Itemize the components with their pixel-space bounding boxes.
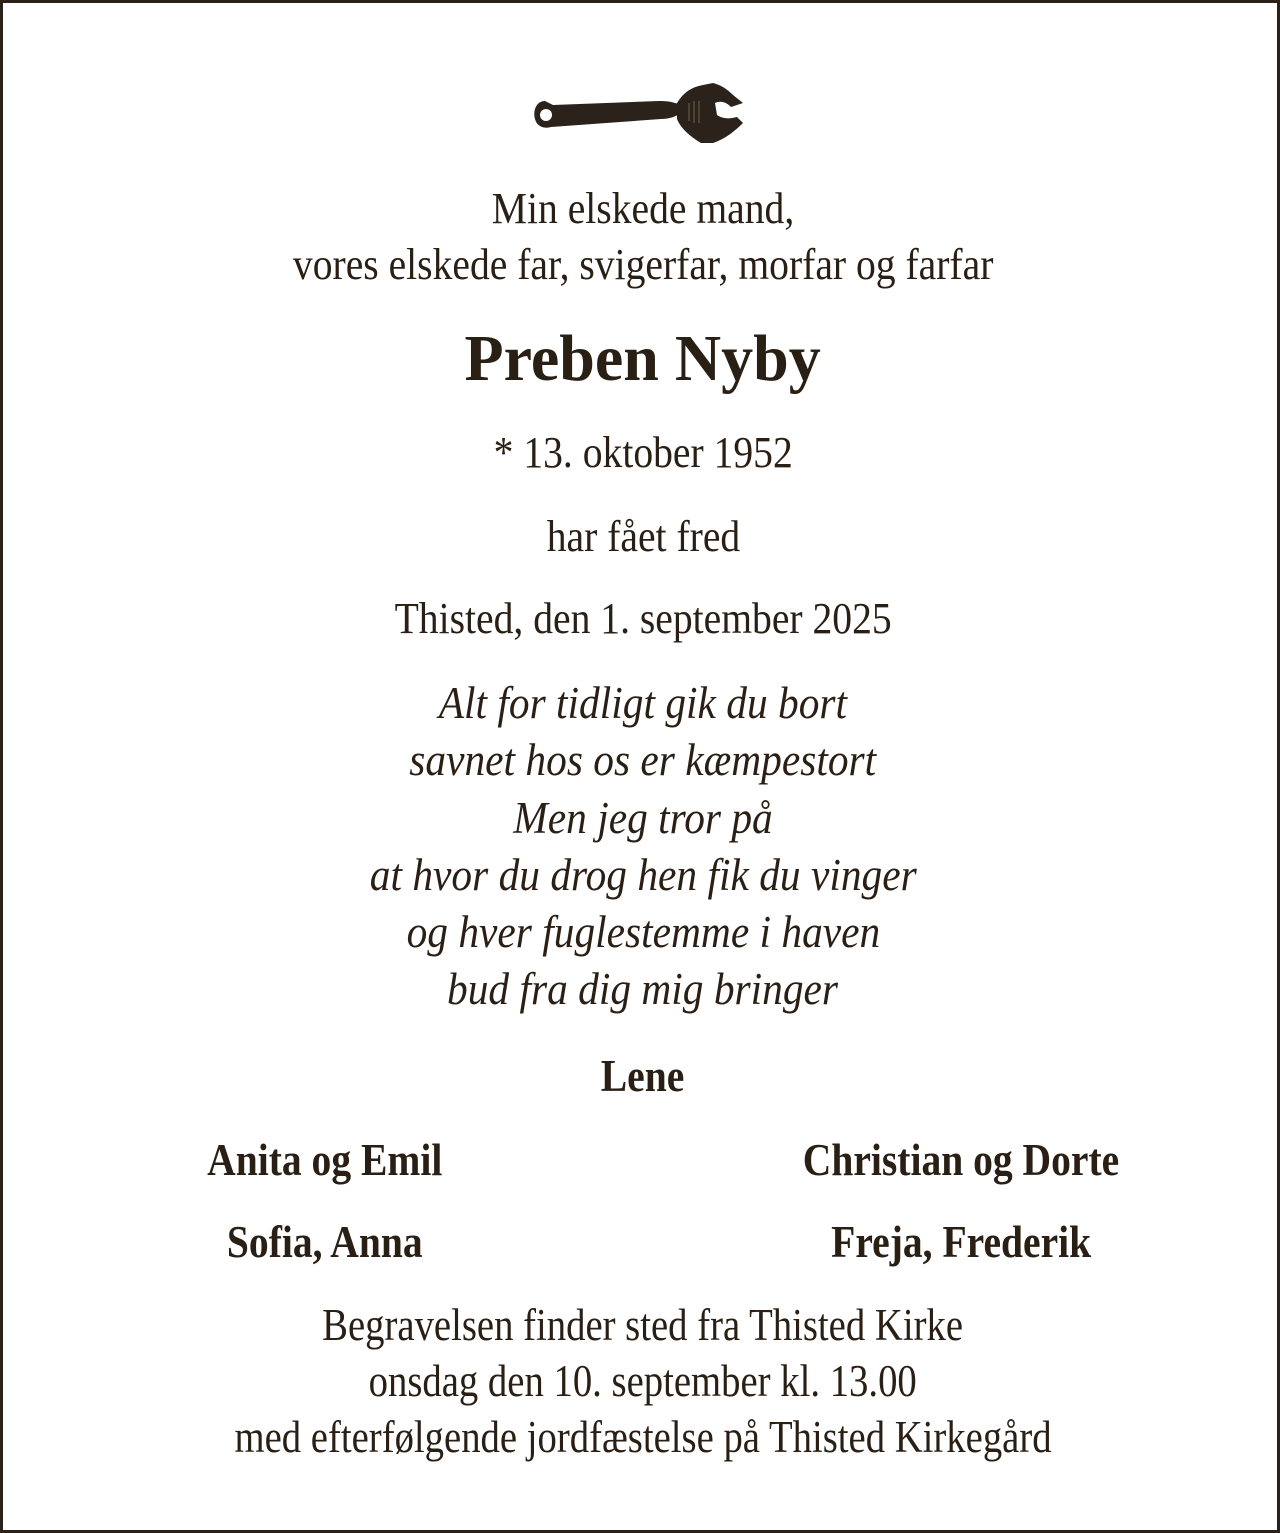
- children-left: Anita og Emil: [207, 1134, 443, 1185]
- grandchildren-right: Freja, Frederik: [831, 1216, 1091, 1267]
- place-date: Thisted, den 1. september 2025: [394, 594, 892, 643]
- funeral-line-2: onsdag den 10. september kl. 13.00: [368, 1356, 918, 1406]
- funeral-line-3: med efterfølgende jordfæstelse på Thisted Kirkegård: [234, 1412, 1052, 1462]
- verse-line-2: savnet hos os er kæmpestort: [409, 735, 877, 785]
- wrench-icon: [531, 79, 747, 149]
- intro-line-2: vores elskede far, svigerfar, morfar og farfar: [292, 240, 994, 289]
- status-text: har fået fred: [546, 512, 740, 561]
- birth-date: * 13. oktober 1952: [493, 428, 793, 477]
- grandchildren-left: Sofia, Anna: [227, 1216, 423, 1267]
- verse-line-3: Men jeg tror på: [513, 793, 773, 843]
- verse-line-6: bud fra dig mig bringer: [447, 964, 839, 1014]
- spouse-name: Lene: [601, 1050, 685, 1101]
- verse-line-5: og hver fuglestemme i haven: [406, 907, 880, 957]
- verse-line-4: at hvor du drog hen fik du vinger: [369, 850, 917, 900]
- intro-line-1: Min elskede mand,: [491, 184, 795, 233]
- funeral-line-1: Begravelsen finder sted fra Thisted Kirke: [322, 1300, 964, 1350]
- verse-line-1: Alt for tidligt gik du bort: [438, 678, 848, 728]
- children-right: Christian og Dorte: [802, 1134, 1120, 1185]
- deceased-name: Preben Nyby: [464, 322, 822, 395]
